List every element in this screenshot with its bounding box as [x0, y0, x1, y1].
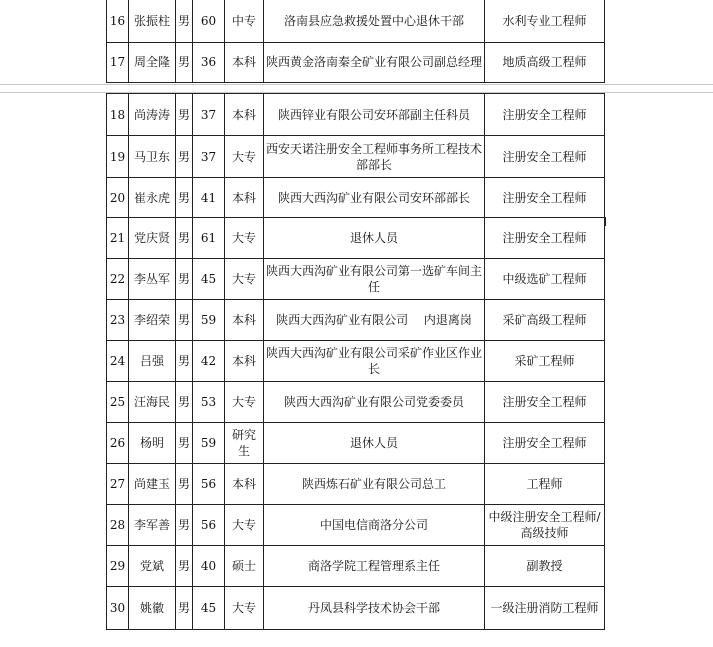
- professional-title-cell: 采矿工程师: [485, 341, 605, 382]
- education-cell: 大专: [225, 136, 264, 178]
- age-cell: 61: [193, 218, 225, 259]
- table-row: [107, 341, 605, 382]
- person-name-cell: 尚涛涛: [129, 94, 176, 136]
- education-cell: 本科: [225, 300, 264, 341]
- age-cell: 41: [193, 178, 225, 218]
- age-cell: 59: [193, 423, 225, 464]
- row-number-cell: 27: [107, 464, 129, 505]
- person-name-cell: 张振柱: [129, 0, 176, 42]
- professional-title-cell: 注册安全工程师: [485, 382, 605, 423]
- table-row: [107, 42, 605, 82]
- person-name-cell: 吕强: [129, 341, 176, 382]
- gender-cell: 男: [176, 94, 193, 136]
- person-name-cell: 姚徽: [129, 587, 176, 630]
- gender-cell: 男: [176, 42, 193, 82]
- age-cell: 56: [193, 505, 225, 546]
- table-row: [107, 382, 605, 423]
- workplace-position-cell: 退休人员: [264, 218, 485, 259]
- person-name-cell: 尚建玉: [129, 464, 176, 505]
- professional-title-cell: 一级注册消防工程师: [485, 587, 605, 630]
- row-number-cell: 24: [107, 341, 129, 382]
- education-cell: 中专: [225, 0, 264, 42]
- gender-cell: 男: [176, 300, 193, 341]
- gender-cell: 男: [176, 587, 193, 630]
- person-name-cell: 党斌: [129, 546, 176, 587]
- age-cell: 45: [193, 587, 225, 630]
- table-row: [107, 259, 605, 300]
- professional-title-cell: 注册安全工程师: [485, 178, 605, 218]
- row-number-cell: 20: [107, 178, 129, 218]
- education-cell: 大专: [225, 259, 264, 300]
- table-row: [107, 423, 605, 464]
- table-row: [107, 218, 605, 259]
- professional-title-cell: 中级注册安全工程师/高级技师: [485, 505, 605, 546]
- education-cell: 研究生: [225, 423, 264, 464]
- workplace-position-cell: 洛南县应急救援处置中心退休干部: [264, 0, 485, 42]
- workplace-position-cell: 中国电信商洛分公司: [264, 505, 485, 546]
- row-number-cell: 28: [107, 505, 129, 546]
- page-break: [0, 84, 713, 93]
- table-row: [107, 178, 605, 218]
- person-name-cell: 周全隆: [129, 42, 176, 82]
- table-row: [107, 546, 605, 587]
- gender-cell: 男: [176, 218, 193, 259]
- row-number-cell: 21: [107, 218, 129, 259]
- education-cell: 本科: [225, 42, 264, 82]
- age-cell: 45: [193, 259, 225, 300]
- education-cell: 本科: [225, 464, 264, 505]
- age-cell: 60: [193, 0, 225, 42]
- education-cell: 本科: [225, 341, 264, 382]
- row-number-cell: 25: [107, 382, 129, 423]
- row-number-cell: 23: [107, 300, 129, 341]
- age-cell: 37: [193, 136, 225, 178]
- gender-cell: 男: [176, 0, 193, 42]
- age-cell: 37: [193, 94, 225, 136]
- workplace-position-cell: 陕西大西沟矿业有限公司党委委员: [264, 382, 485, 423]
- person-name-cell: 汪海民: [129, 382, 176, 423]
- workplace-position-cell: 西安天诺注册安全工程师事务所工程技术部部长: [264, 136, 485, 178]
- person-name-cell: 崔永虎: [129, 178, 176, 218]
- education-cell: 本科: [225, 94, 264, 136]
- education-cell: 大专: [225, 218, 264, 259]
- age-cell: 53: [193, 382, 225, 423]
- age-cell: 36: [193, 42, 225, 82]
- workplace-position-cell: 陕西大西沟矿业有限公司第一选矿车间主任: [264, 259, 485, 300]
- professional-title-cell: 注册安全工程师: [485, 136, 605, 178]
- gender-cell: 男: [176, 546, 193, 587]
- workplace-position-cell: 陕西大西沟矿业有限公司安环部部长: [264, 178, 485, 218]
- education-cell: 大专: [225, 587, 264, 630]
- person-name-cell: 李绍荣: [129, 300, 176, 341]
- row-number-cell: 19: [107, 136, 129, 178]
- gender-cell: 男: [176, 382, 193, 423]
- gender-cell: 男: [176, 505, 193, 546]
- professional-title-cell: 地质高级工程师: [485, 42, 605, 82]
- row-number-cell: 30: [107, 587, 129, 630]
- professional-title-cell: 副教授: [485, 546, 605, 587]
- gender-cell: 男: [176, 423, 193, 464]
- row-number-cell: 22: [107, 259, 129, 300]
- professional-title-cell: 注册安全工程师: [485, 94, 605, 136]
- person-name-cell: 李丛军: [129, 259, 176, 300]
- person-name-cell: 党庆贤: [129, 218, 176, 259]
- professional-title-cell: 工程师: [485, 464, 605, 505]
- table-row: [107, 505, 605, 546]
- person-name-cell: 杨明: [129, 423, 176, 464]
- row-number-cell: 16: [107, 0, 129, 42]
- workplace-position-cell: 陕西锌业有限公司安环部副主任科员: [264, 94, 485, 136]
- age-cell: 59: [193, 300, 225, 341]
- row-number-cell: 29: [107, 546, 129, 587]
- row-number-cell: 17: [107, 42, 129, 82]
- workplace-position-cell: 退休人员: [264, 423, 485, 464]
- age-cell: 40: [193, 546, 225, 587]
- education-cell: 本科: [225, 178, 264, 218]
- personnel-table-bottom: [106, 93, 605, 630]
- table-row: [107, 136, 605, 178]
- age-cell: 56: [193, 464, 225, 505]
- person-name-cell: 马卫东: [129, 136, 176, 178]
- professional-title-cell: 注册安全工程师: [485, 218, 605, 259]
- professional-title-cell: 注册安全工程师: [485, 423, 605, 464]
- table-row: [107, 587, 605, 630]
- person-name-cell: 李军善: [129, 505, 176, 546]
- table-row: [107, 464, 605, 505]
- gender-cell: 男: [176, 341, 193, 382]
- professional-title-cell: 中级选矿工程师: [485, 259, 605, 300]
- education-cell: 硕士: [225, 546, 264, 587]
- workplace-position-cell: 陕西黄金洛南秦全矿业有限公司副总经理: [264, 42, 485, 82]
- workplace-position-cell: 丹凤县科学技术协会干部: [264, 587, 485, 630]
- workplace-position-cell: 陕西大西沟矿业有限公司 内退离岗: [264, 300, 485, 341]
- row-number-cell: 26: [107, 423, 129, 464]
- professional-title-cell: 水利专业工程师: [485, 0, 605, 42]
- professional-title-cell: 采矿高级工程师: [485, 300, 605, 341]
- table-row: [107, 0, 605, 42]
- table-row: [107, 94, 605, 136]
- table-row: [107, 300, 605, 341]
- workplace-position-cell: 商洛学院工程管理系主任: [264, 546, 485, 587]
- text-cursor: [604, 217, 606, 226]
- workplace-position-cell: 陕西大西沟矿业有限公司采矿作业区作业长: [264, 341, 485, 382]
- education-cell: 大专: [225, 505, 264, 546]
- personnel-table-top: [106, 0, 605, 83]
- workplace-position-cell: 陕西炼石矿业有限公司总工: [264, 464, 485, 505]
- gender-cell: 男: [176, 464, 193, 505]
- gender-cell: 男: [176, 178, 193, 218]
- age-cell: 42: [193, 341, 225, 382]
- gender-cell: 男: [176, 259, 193, 300]
- row-number-cell: 18: [107, 94, 129, 136]
- education-cell: 大专: [225, 382, 264, 423]
- gender-cell: 男: [176, 136, 193, 178]
